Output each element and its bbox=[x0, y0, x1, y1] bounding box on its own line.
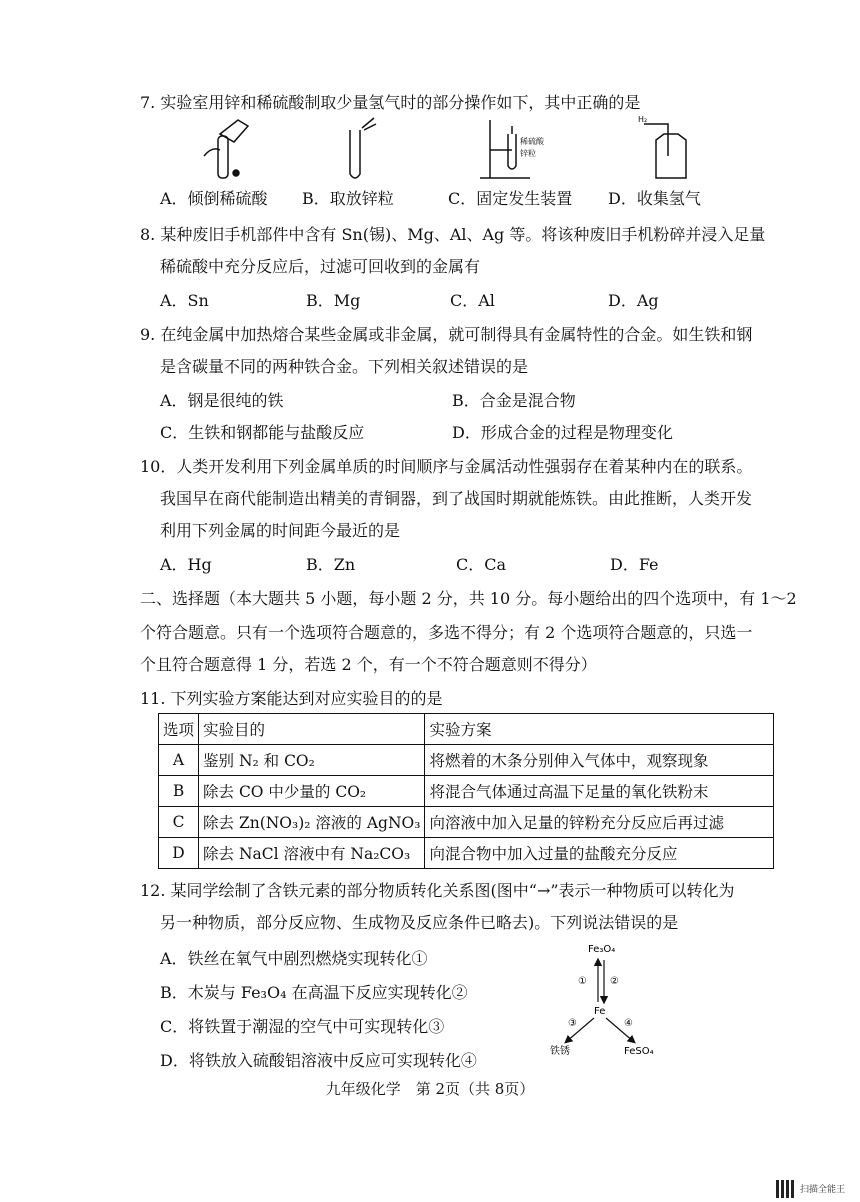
test-tube-icon bbox=[350, 118, 376, 178]
header-option: 选项 bbox=[159, 714, 199, 745]
diagram-label-1: ① bbox=[578, 976, 587, 987]
zinc-label: 锌粒 bbox=[520, 149, 536, 158]
q8-option-a: A．Sn bbox=[160, 291, 209, 310]
diagram-label-2: ② bbox=[610, 976, 619, 987]
q12-option-c: C．将铁置于潮湿的空气中可实现转化③ bbox=[160, 1017, 445, 1036]
q8-option-b: B．Mg bbox=[306, 291, 361, 310]
diagram-right-node: FeSO₄ bbox=[624, 1046, 654, 1057]
row-goal: 鉴别 N₂ 和 CO₂ bbox=[199, 745, 425, 776]
row-plan: 将混合气体通过高温下足量的氧化铁粉末 bbox=[425, 776, 774, 807]
h2-label: H₂ bbox=[638, 116, 648, 124]
header-goal: 实验目的 bbox=[199, 714, 425, 745]
row-option: B bbox=[159, 776, 199, 807]
q12-option-d: D．将铁放入硫酸铝溶液中反应可实现转化④ bbox=[160, 1051, 477, 1070]
gas-bottle-icon bbox=[644, 124, 686, 178]
diagram-label-4: ④ bbox=[624, 1018, 633, 1029]
q10-stem-line1: 10．人类开发利用下列金属单质的时间顺序与金属活动性强弱存在着某种内在的联系。 bbox=[140, 457, 753, 476]
q8-option-d: D．Ag bbox=[608, 291, 659, 310]
q12-option-a: A．铁丝在氧气中剧烈燃烧实现转化① bbox=[160, 949, 428, 968]
table-header-row bbox=[159, 714, 774, 745]
q10-option-c: C．Ca bbox=[456, 555, 507, 574]
header-plan: 实验方案 bbox=[425, 714, 774, 745]
q10-option-b: B．Zn bbox=[306, 555, 356, 574]
table-row bbox=[159, 838, 774, 869]
q10-option-d: D．Fe bbox=[610, 555, 659, 574]
q7-apparatus-figures bbox=[190, 116, 750, 186]
q10-option-a: A．Hg bbox=[160, 555, 212, 574]
q9-option-c: C．生铁和钢都能与盐酸反应 bbox=[160, 423, 365, 442]
row-goal: 除去 Zn(NO₃)₂ 溶液的 AgNO₃ bbox=[199, 807, 425, 838]
diagram-left-node: 铁锈 bbox=[550, 1046, 570, 1057]
qr-code-icon bbox=[776, 1180, 794, 1198]
q7-stem: 7. 实验室用锌和稀硫酸制取少量氢气时的部分操作如下，其中正确的是 bbox=[140, 93, 641, 112]
row-plan: 向溶液中加入足量的锌粉充分反应后再过滤 bbox=[425, 807, 774, 838]
q10-stem-line3: 利用下列金属的时间距今最近的是 bbox=[160, 521, 401, 540]
table-row bbox=[159, 776, 774, 807]
diagram-center-node: Fe bbox=[594, 1006, 606, 1017]
row-option: C bbox=[159, 807, 199, 838]
row-plan: 将燃着的木条分别伸入气体中，观察现象 bbox=[425, 745, 774, 776]
q12-stem-line2: 另一种物质，部分反应物、生成物及反应条件已略去)。下列说法错误的是 bbox=[160, 913, 679, 932]
q10-stem-line2: 我国早在商代能制造出精美的青铜器，到了战国时期就能炼铁。由此推断，人类开发 bbox=[160, 489, 753, 508]
q9-stem-line2: 是含碳量不同的两种铁合金。下列相关叙述错误的是 bbox=[160, 357, 529, 376]
q12-stem-line1: 12. 某同学绘制了含铁元素的部分物质转化关系图(图中“→”表示一种物质可以转化为 bbox=[140, 881, 735, 900]
q8-option-c: C．Al bbox=[450, 291, 495, 310]
iron-transformation-diagram bbox=[540, 938, 680, 1068]
q8-stem-line1: 8. 某种废旧手机部件中含有 Sn(锡)、Mg、Al、Ag 等。将该种废旧手机粉碎并浸入足量 bbox=[140, 225, 766, 244]
section2-line1: 二、选择题（本大题共 5 小题，每小题 2 分，共 10 分。每小题给出的四个选项中，有 1～2 bbox=[140, 589, 797, 608]
q12-option-b: B．木炭与 Fe₃O₄ 在高温下反应实现转化② bbox=[160, 983, 468, 1002]
q9-option-d: D．形成合金的过程是物理变化 bbox=[452, 423, 673, 442]
q11-stem: 11. 下列实验方案能达到对应实验目的的是 bbox=[140, 689, 443, 708]
acid-label: 稀硫酸 bbox=[520, 137, 544, 146]
row-goal: 除去 CO 中少量的 CO₂ bbox=[199, 776, 425, 807]
q7-option-a: A．倾倒稀硫酸 bbox=[160, 189, 268, 208]
table-row bbox=[159, 807, 774, 838]
q9-option-b: B．合金是混合物 bbox=[452, 391, 576, 410]
q9-stem-line1: 9. 在纯金属中加热熔合某些金属或非金属，就可制得具有金属特性的合金。如生铁和钢 bbox=[140, 325, 753, 344]
q7-option-c: C．固定发生装置 bbox=[448, 189, 573, 208]
section2-line2: 个符合题意。只有一个选项符合题意的，多选不得分；有 2 个选项符合题意的，只选一 bbox=[140, 623, 753, 642]
pouring-acid-icon bbox=[204, 120, 248, 178]
section2-line3: 个且符合题意得 1 分，若选 2 个，有一个不符合题意则不得分） bbox=[140, 655, 597, 674]
q7-option-d: D．收集氢气 bbox=[608, 189, 701, 208]
row-goal: 除去 NaCl 溶液中有 Na₂CO₃ bbox=[199, 838, 425, 869]
table-row bbox=[159, 745, 774, 776]
page-footer: 九年级化学 第 2页（共 8页） bbox=[325, 1080, 535, 1098]
scan-watermark: 扫描全能王 bbox=[800, 1185, 846, 1195]
diagram-label-3: ③ bbox=[568, 1018, 577, 1029]
q9-option-a: A．钢是很纯的铁 bbox=[160, 391, 284, 410]
row-option: A bbox=[159, 745, 199, 776]
diagram-top-node: Fe₃O₄ bbox=[588, 944, 616, 955]
row-option: D bbox=[159, 838, 199, 869]
q11-table bbox=[158, 713, 774, 869]
row-plan: 向混合物中加入过量的盐酸充分反应 bbox=[425, 838, 774, 869]
q7-option-b: B．取放锌粒 bbox=[302, 189, 394, 208]
q8-stem-line2: 稀硫酸中充分反应后，过滤可回收到的金属有 bbox=[160, 257, 481, 276]
